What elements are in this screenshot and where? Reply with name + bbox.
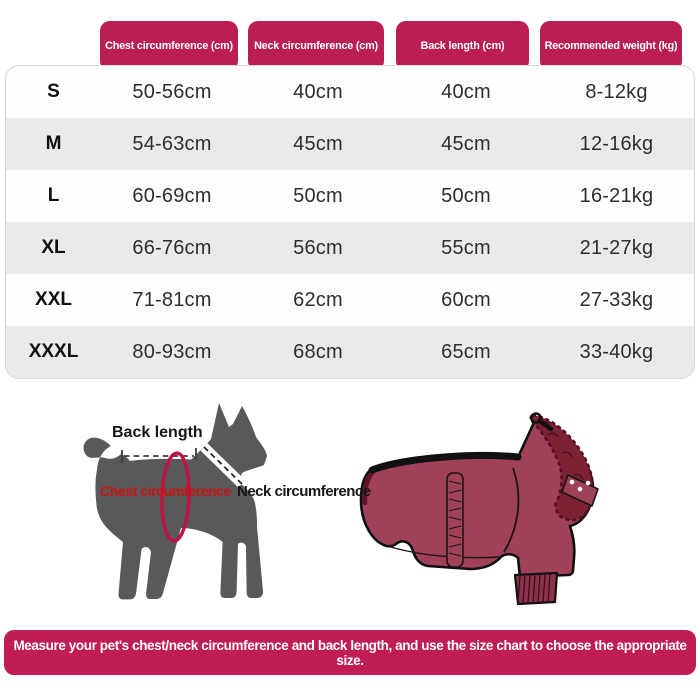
value-cell: 33-40kg	[579, 340, 654, 363]
value-cell: 45cm	[441, 132, 491, 155]
table-row	[6, 274, 694, 326]
table-row	[6, 118, 694, 170]
size-cell: M	[45, 133, 62, 154]
dog-coat-icon	[352, 405, 648, 610]
table-row	[6, 66, 694, 118]
column-header-neck: Neck circumference (cm)	[248, 21, 384, 71]
table-row	[6, 326, 694, 378]
value-cell: 27-33kg	[579, 288, 654, 311]
value-cell: 12-16kg	[579, 132, 654, 155]
instruction-banner: Measure your pet's chest/neck circumference and back length, and use the size chart to choose the appropriate size.	[4, 630, 696, 675]
size-cell: XL	[41, 237, 66, 258]
size-cell: XXXL	[28, 341, 79, 362]
size-table	[5, 65, 695, 379]
value-cell: 40cm	[293, 80, 343, 103]
value-cell: 50-56cm	[132, 80, 212, 103]
column-header-weight: Recommended weight (kg)	[540, 21, 682, 71]
value-cell: 21-27kg	[579, 236, 654, 259]
value-cell: 80-93cm	[132, 340, 212, 363]
value-cell: 60-69cm	[132, 184, 212, 207]
value-cell: 68cm	[293, 340, 343, 363]
size-cell: XXL	[35, 289, 72, 310]
value-cell: 54-63cm	[132, 132, 212, 155]
value-cell: 66-76cm	[132, 236, 212, 259]
value-cell: 45cm	[293, 132, 343, 155]
table-row	[6, 222, 694, 274]
value-cell: 56cm	[293, 236, 343, 259]
value-cell: 40cm	[441, 80, 491, 103]
value-cell: 60cm	[441, 288, 491, 311]
column-header-chest: Chest circumference (cm)	[100, 21, 238, 71]
table-row	[6, 170, 694, 222]
chest-circumference-label: Chest circumference	[100, 483, 231, 499]
value-cell: 71-81cm	[132, 288, 212, 311]
value-cell: 62cm	[293, 288, 343, 311]
value-cell: 50cm	[441, 184, 491, 207]
value-cell: 65cm	[441, 340, 491, 363]
size-cell: S	[47, 81, 60, 102]
value-cell: 16-21kg	[579, 184, 654, 207]
size-cell: L	[47, 185, 60, 206]
column-header-back: Back length (cm)	[396, 21, 529, 71]
value-cell: 55cm	[441, 236, 491, 259]
back-length-label: Back length	[112, 424, 203, 441]
value-cell: 50cm	[293, 184, 343, 207]
value-cell: 8-12kg	[585, 80, 648, 103]
neck-circumference-label: Neck circumference	[237, 483, 371, 500]
